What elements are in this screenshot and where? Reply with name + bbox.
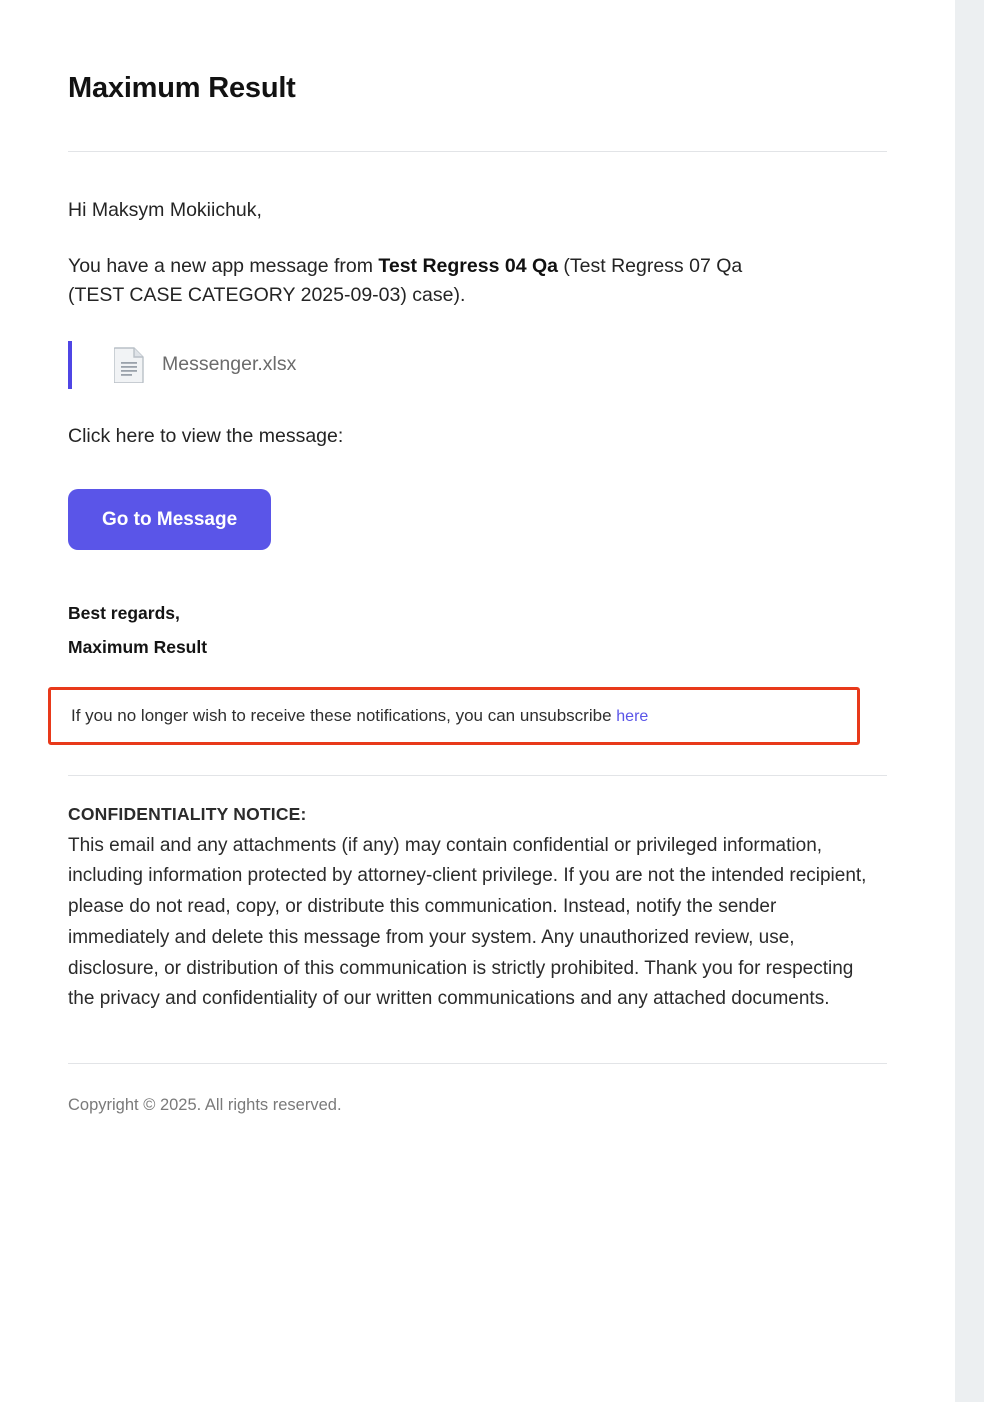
greeting-text: Hi Maksym Mokiichuk, [68,199,262,221]
intro-prefix: You have a new app message from [68,255,379,278]
sender-name: Test Regress 04 Qa [378,255,558,278]
signoff [68,596,887,664]
unsubscribe-highlight-box [48,687,860,745]
go-to-message-button[interactable]: Go to Message [68,489,271,550]
notice-divider [68,775,887,776]
file-document-icon [114,347,144,383]
attachment-filename: Messenger.xlsx [162,353,297,376]
scrollbar-gutter[interactable] [955,0,984,1402]
confidentiality-heading: CONFIDENTIALITY NOTICE: [68,803,307,824]
cta-prompt: Click here to view the message: [68,424,344,447]
intro-suffix: (Test Regress 07 Qa (TEST CASE CATEGORY 2025-09-03) case). [68,255,743,306]
header-divider [68,151,887,152]
copyright-text: Copyright © 2025. All rights reserved. [68,1096,342,1115]
unsubscribe-link[interactable]: here [616,707,649,725]
intro-text [68,252,788,309]
signoff-line-1: Best regards, [68,603,180,624]
page-title: Maximum Result [68,72,296,104]
footer-divider [68,1063,887,1064]
unsubscribe-text: If you no longer wish to receive these notifications, you can unsubscribe [71,705,617,725]
signoff-line-2: Maximum Result [68,637,208,658]
attachment-row[interactable] [68,341,887,389]
confidentiality-body: This email and any attachments (if any) may contain confidential or privileged information, including information protected by attorney-client privilege. If you are not the intended recipient, please do not read, copy, or distribute this communication. Instead, notify the sender immediately and delete this message from your system. Any unauthorized review, use, disclosure, or distribution of this communication is strictly prohibited. Thank you for respecting the privacy and confidentiality of our written communications and any attached documents. [68,834,867,1010]
